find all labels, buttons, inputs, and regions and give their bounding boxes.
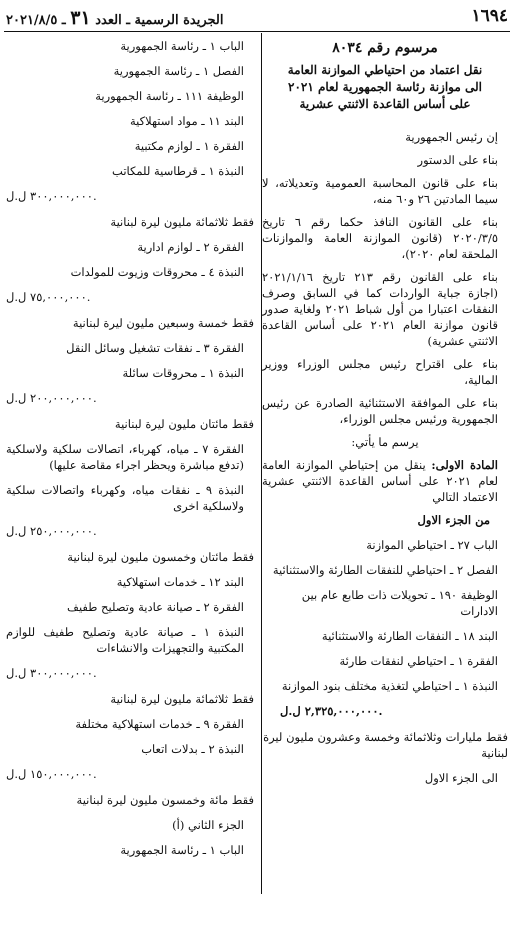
right-column xyxy=(262,38,508,795)
budget-line: الفصل ٢ ـ احتياطي للنفقات الطارئة والاستثنائية xyxy=(272,563,498,577)
preamble-paragraph: بناء على القانون رقم ٢١٣ تاريخ ٢٠٢١/١/١٦ (اجازة جباية الواردات كما في السابق وصرف النفقات اعتبارا من أول شباط ٢٠٢١ ولغاية صدور قانون موازنة العام ٢٠٢١ على أساس القاعدة الاثنتي عشرية) xyxy=(262,270,498,348)
budget-line: الباب ١ ـ رئاسة الجمهورية xyxy=(120,39,244,53)
header-divider xyxy=(4,31,510,32)
amount-line: ٣٠٠,٠٠٠,٠٠٠ ل.ل. xyxy=(6,189,97,203)
budget-line: النبذة ١ ـ محروقات سائلة xyxy=(122,366,244,380)
budget-line: النبذة ١ ـ قرطاسية للمكاتب xyxy=(112,164,244,178)
amount-words: فقط ثلاثمائة مليون ليرة لبنانية xyxy=(110,215,254,229)
amount-line: ٢٠٠,٠٠٠,٠٠٠ ل.ل. xyxy=(6,391,97,405)
preamble-paragraph: بناء على قانون المحاسبة العمومية وتعديلاته، لا سيما المادتين ٢٦ و٦٠ منه، xyxy=(262,176,498,206)
issue-number: ٣١ xyxy=(70,7,91,29)
preamble-paragraph: بناء على القانون النافذ حكما رقم ٦ تاريخ ٢٠٢٠/٣/٥ (قانون الموازنة العامة والموازنات الملحقة لعام ٢٠٢٠)، xyxy=(262,215,498,261)
decree-number: مرسوم رقم ٨٠٣٤ xyxy=(332,40,438,56)
budget-line: البند ١٨ ـ النفقات الطارئة والاستثنائية xyxy=(321,629,498,643)
article-one-text: ينقل من إحتياطي الموازنة العامة لعام ٢٠٢١ على أساس القاعدة الاثنتي عشرية الاعتماد التالي xyxy=(262,458,498,504)
decree-clause: يرسم ما يأتي: xyxy=(351,435,419,449)
budget-line: النبذة ١ ـ احتياطي لتغذية مختلف بنود الموازنة xyxy=(281,679,498,693)
preamble-paragraph: بناء على الموافقة الاستثنائية الصادرة عن رئيس الجمهورية ورئيس مجلس الوزراء، xyxy=(262,396,498,426)
budget-line: الفقرة ٧ ـ مياه، كهرباء، اتصالات سلكية ولاسلكية (تدفع مباشرة ويحظر اجراء مقاصة عليها) xyxy=(6,442,244,472)
budget-line: النبذة ٤ ـ محروقات وزيوت للمولدات xyxy=(70,265,244,279)
preamble-paragraph: بناء على اقتراح رئيس مجلس الوزراء ووزير المالية، xyxy=(262,357,498,387)
amount-line: ١٥٠,٠٠٠,٠٠٠ ل.ل. xyxy=(6,767,97,781)
preamble-paragraph: بناء على الدستور xyxy=(417,153,498,167)
decree-title-line: على أساس القاعدة الاثنتي عشرية xyxy=(299,97,471,111)
article-one-label: المادة الاولى: xyxy=(431,458,498,472)
budget-line: الفقرة ١ ـ احتياطي لنفقات طارئة xyxy=(339,654,498,668)
budget-line: الوظيفة ١١١ ـ رئاسة الجمهورية xyxy=(95,89,244,103)
issue-date: ـ ٢٠٢١/٨/٥ xyxy=(6,13,66,28)
amount-words: فقط ثلاثمائة مليون ليرة لبنانية xyxy=(110,692,254,706)
journal-title: الجريدة الرسمية ـ العدد xyxy=(95,13,224,28)
budget-line: النبذة ١ ـ صيانة عادية وتصليح طفيف للوازم المكتبية والتجهيزات والانشاءات xyxy=(6,625,245,655)
left-column xyxy=(6,38,254,867)
decree-title-line: نقل اعتماد من احتياطي الموازنة العامة xyxy=(287,63,483,77)
decree-title-line: الى موازنة رئاسة الجمهورية لعام ٢٠٢١ xyxy=(288,80,482,94)
page-header xyxy=(6,4,508,30)
article-one xyxy=(262,457,508,505)
budget-line: البند ١١ ـ مواد استهلاكية xyxy=(129,114,244,128)
budget-line: الباب ١ ـ رئاسة الجمهورية xyxy=(120,843,244,857)
budget-line: الفقرة ٩ ـ خدمات استهلاكية مختلفة xyxy=(75,717,244,731)
budget-line: الفقرة ١ ـ لوازم مكتبية xyxy=(134,139,244,153)
amount-words: فقط مائتان مليون ليرة لبنانية xyxy=(114,417,254,431)
part-heading: الجزء الثاني (أ) xyxy=(172,818,244,832)
from-part-heading: من الجزء الاول xyxy=(417,513,490,527)
budget-line: الفقرة ٢ ـ لوازم ادارية xyxy=(137,240,244,254)
budget-line: الفصل ١ ـ رئاسة الجمهورية xyxy=(113,64,244,78)
from-amount-words: فقط مليارات وثلاثمائة وخمسة وعشرون مليون ليرة لبنانية xyxy=(263,730,508,760)
from-amount: ٢,٣٢٥,٠٠٠,٠٠٠ ل.ل. xyxy=(280,704,383,718)
amount-words: فقط مائة وخمسون مليون ليرة لبنانية xyxy=(76,793,254,807)
budget-line: النبذة ٩ ـ نفقات مياه، وكهرباء واتصالات سلكية ولاسلكية اخرى xyxy=(6,483,245,513)
amount-words: فقط مائتان وخمسون مليون ليرة لبنانية xyxy=(67,550,254,564)
budget-line: الباب ٢٧ ـ احتياطي الموازنة xyxy=(366,538,498,552)
budget-line: الوظيفة ١٩٠ ـ تحويلات ذات طابع عام بين الادارات xyxy=(301,588,498,618)
amount-words: فقط خمسة وسبعين مليون ليرة لبنانية xyxy=(72,316,254,330)
preamble-paragraph: إن رئيس الجمهورية xyxy=(405,130,498,144)
to-part-heading: الى الجزء الاول xyxy=(424,771,498,785)
amount-line: ٣٠٠,٠٠٠,٠٠٠ ل.ل. xyxy=(6,666,97,680)
budget-line: النبذة ٢ ـ بدلات اتعاب xyxy=(141,742,244,756)
amount-line: ٧٥,٠٠٠,٠٠٠ ل.ل. xyxy=(6,290,91,304)
journal-issue xyxy=(6,7,224,29)
budget-line: الفقرة ٣ ـ نفقات تشغيل وسائل النقل xyxy=(66,341,244,355)
budget-line: البند ١٢ ـ خدمات استهلاكية xyxy=(116,575,244,589)
amount-line: ٢٥٠,٠٠٠,٠٠٠ ل.ل. xyxy=(6,524,97,538)
page-number: ١٦٩٤ xyxy=(471,6,508,26)
budget-line: الفقرة ٢ ـ صيانة عادية وتصليح طفيف xyxy=(67,600,244,614)
